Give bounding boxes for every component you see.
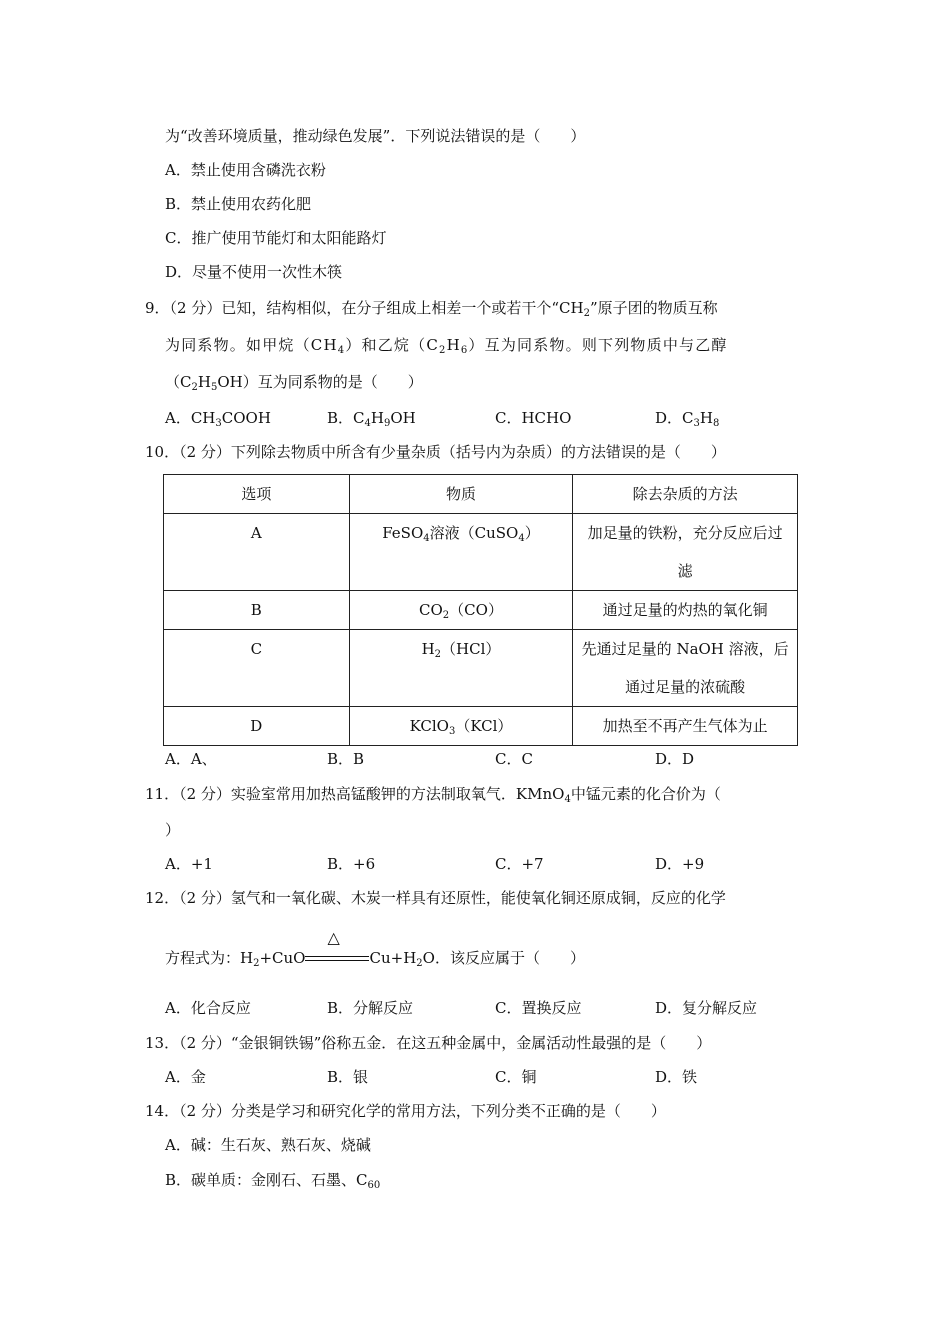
table-row — [164, 707, 798, 746]
row-option: B — [164, 591, 350, 630]
q14-option-b: B．碳单质：金刚石、石墨、$C_{60}$ — [165, 1171, 381, 1191]
q12-option-b: B．分解反应 — [327, 999, 414, 1017]
table-row — [164, 591, 798, 630]
q8-option-c: C．推广使用节能灯和太阳能路灯 — [165, 229, 387, 247]
table-row — [164, 514, 798, 591]
table-row — [164, 630, 798, 707]
q8-option-a: A．禁止使用含磷洗衣粉 — [165, 161, 326, 179]
header-option: 选项 — [164, 475, 350, 514]
q9-option-c: C．HCHO — [495, 409, 572, 427]
row-method: 先通过足量的 NaOH 溶液，后 通过足量的浓硫酸 — [573, 630, 798, 707]
q11-option-c: C．+7 — [495, 855, 544, 873]
row-method: 通过足量的灼热的氧化铜 — [573, 591, 798, 630]
q13-stem: 13．（2 分）“金银铜铁锡”俗称五金．在这五种金属中，金属活动性最强的是（ ） — [145, 1034, 712, 1052]
q14-stem: 14．（2 分）分类是学习和研究化学的常用方法，下列分类不正确的是（ ） — [145, 1102, 666, 1120]
q12-option-a: A．化合反应 — [165, 999, 251, 1017]
q12-option-c: C．置换反应 — [495, 999, 582, 1017]
row-option: A — [164, 514, 350, 591]
q10-table — [163, 474, 798, 746]
q13-option-c: C．铜 — [495, 1068, 537, 1086]
q10-option-c: C．C — [495, 750, 533, 768]
q8-stem: 为“改善环境质量，推动绿色发展”．下列说法错误的是（ ） — [165, 127, 586, 145]
q10-option-d: D．D — [655, 750, 695, 768]
q8-option-d: D．尽量不使用一次性木筷 — [165, 263, 343, 281]
row-method: 加热至不再产生气体为止 — [573, 707, 798, 746]
q9-stem-line2: 为同系物。如甲烷$(CH_4)$和乙烷$(C_2H_6)$互为同系物。则下列物质中与乙醇 — [165, 336, 728, 356]
header-method: 除去杂质的方法 — [573, 475, 798, 514]
header-substance: 物质 — [349, 475, 573, 514]
q11-option-a: A．+1 — [165, 855, 213, 873]
reaction-condition-arrow — [305, 928, 369, 968]
q10-option-a: A．A、 — [165, 750, 217, 768]
row-method: 加足量的铁粉，充分反应后过 滤 — [573, 514, 798, 591]
row-substance: KClO$_3$（KCl） — [349, 707, 573, 746]
table-header-row — [164, 475, 798, 514]
q13-option-b: B．银 — [327, 1068, 369, 1086]
q11-stem-line2: ） — [165, 821, 181, 839]
q9-option-a: A．$CH_3COOH$ — [165, 409, 271, 429]
row-option: D — [164, 707, 350, 746]
q12-equation-line: 方程式为：$H_2+CuO$ △ $Cu+H_2O$．该反应属于（ ） — [165, 928, 585, 969]
q11-option-d: D．+9 — [655, 855, 705, 873]
row-substance: FeSO$_4$溶液（CuSO$_4$） — [349, 514, 573, 591]
q11-stem-line1: 11．（2 分）实验室常用加热高锰酸钾的方法制取氧气．KMnO$_4$中锰元素的化合价为（ — [145, 785, 721, 805]
row-substance: $H_2(HCl)$ — [349, 630, 573, 707]
row-option: C — [164, 630, 350, 707]
q10-stem: 10．（2 分）下列除去物质中所含有少量杂质（括号内为杂质）的方法错误的是（ ） — [145, 443, 726, 461]
q12-option-d: D．复分解反应 — [655, 999, 758, 1017]
heating-triangle-icon: △ — [327, 928, 340, 947]
q13-option-a: A．金 — [165, 1068, 206, 1086]
q13-option-d: D．铁 — [655, 1068, 698, 1086]
q10-option-b: B．B — [327, 750, 365, 768]
q9-option-d: D．$C_3H_8$ — [655, 409, 720, 429]
q9-stem-line3: $(C_2H_5OH)$互为同系物的是（ ） — [165, 373, 423, 393]
q8-option-b: B．禁止使用农药化肥 — [165, 195, 312, 213]
q12-stem-line1: 12．（2 分）氢气和一氧化碳、木炭一样具有还原性，能使氧化铜还原成铜，反应的化学 — [145, 889, 726, 907]
q9-stem-line1: 9．（2 分）已知，结构相似，在分子组成上相差一个或若干个“$CH_2$”原子团的物质互称 — [145, 299, 718, 319]
q9-option-b: B．$C_4H_9OH$ — [327, 409, 416, 429]
q11-option-b: B．+6 — [327, 855, 376, 873]
q14-option-a: A．碱：生石灰、熟石灰、烧碱 — [165, 1136, 371, 1154]
row-substance: $CO_2(CO)$ — [349, 591, 573, 630]
